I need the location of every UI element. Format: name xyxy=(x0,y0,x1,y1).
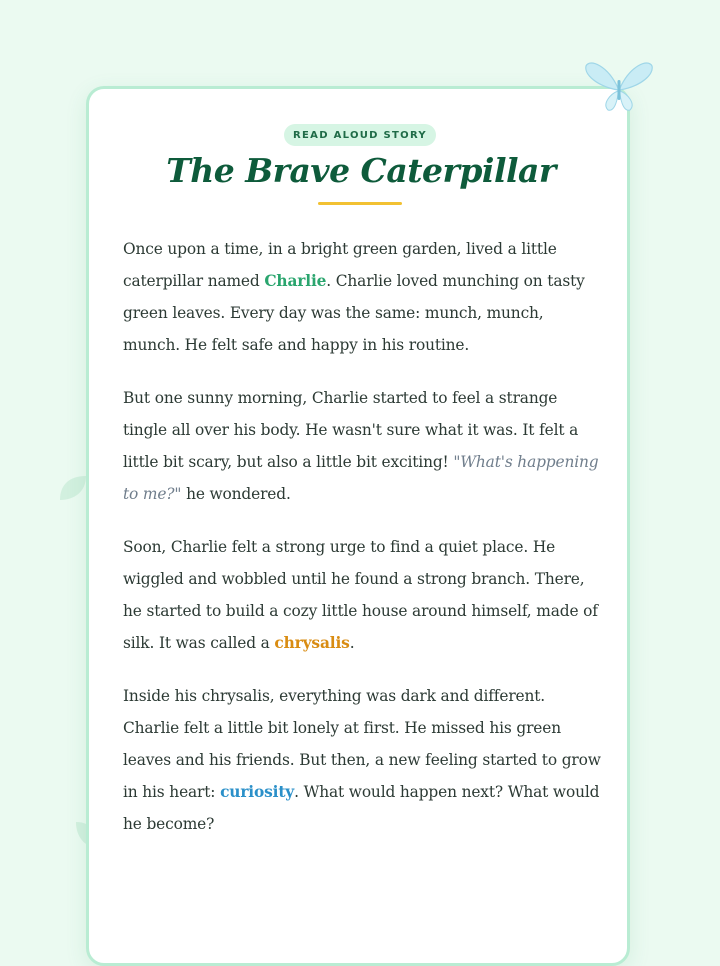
paragraph-text: Once upon a time, in a bright green garden, lived a little caterpillar named xyxy=(123,240,557,290)
quote-text: "What's happening to me?" xyxy=(123,453,599,503)
paragraph-text: . What would happen next? What would he become? xyxy=(123,783,600,833)
highlight-charlie: Charlie xyxy=(264,272,327,290)
paragraph-text: Inside his chrysalis, everything was dark and different. Charlie felt a little bit lonely at first. He missed his green leaves and his friends. But then, a new feeling started to grow in his heart: xyxy=(123,687,601,801)
paragraph-text: . Charlie loved munching on tasty green leaves. Every day was the same: munch, munch, munch. He felt safe and happy in his routine. xyxy=(123,272,585,354)
story-title: The Brave Caterpillar xyxy=(166,151,556,190)
highlight-chrysalis: chrysalis xyxy=(274,634,350,652)
highlight-curiosity: curiosity xyxy=(220,783,295,801)
story-body xyxy=(123,233,603,861)
paragraph-text: . xyxy=(349,634,355,652)
paragraph-text: he wondered. xyxy=(181,485,291,503)
paragraph-text: But one sunny morning, Charlie started to feel a strange tingle all over his body. He wasn't sure what it was. It felt a little bit scary, but also a little bit exciting! xyxy=(123,389,579,471)
title-divider xyxy=(318,202,402,205)
leaf-icon xyxy=(56,472,90,506)
story-paragraph xyxy=(123,233,603,361)
butterfly-icon xyxy=(584,58,654,118)
story-paragraph xyxy=(123,382,603,510)
paragraph-text: Soon, Charlie felt a strong urge to find a quiet place. He wiggled and wobbled until he found a strong branch. There, he started to build a cozy little house around himself, made of silk. It was called a xyxy=(123,538,598,652)
story-paragraph xyxy=(123,531,603,659)
read-aloud-badge: READ ALOUD STORY xyxy=(284,124,436,146)
story-paragraph xyxy=(123,680,603,840)
